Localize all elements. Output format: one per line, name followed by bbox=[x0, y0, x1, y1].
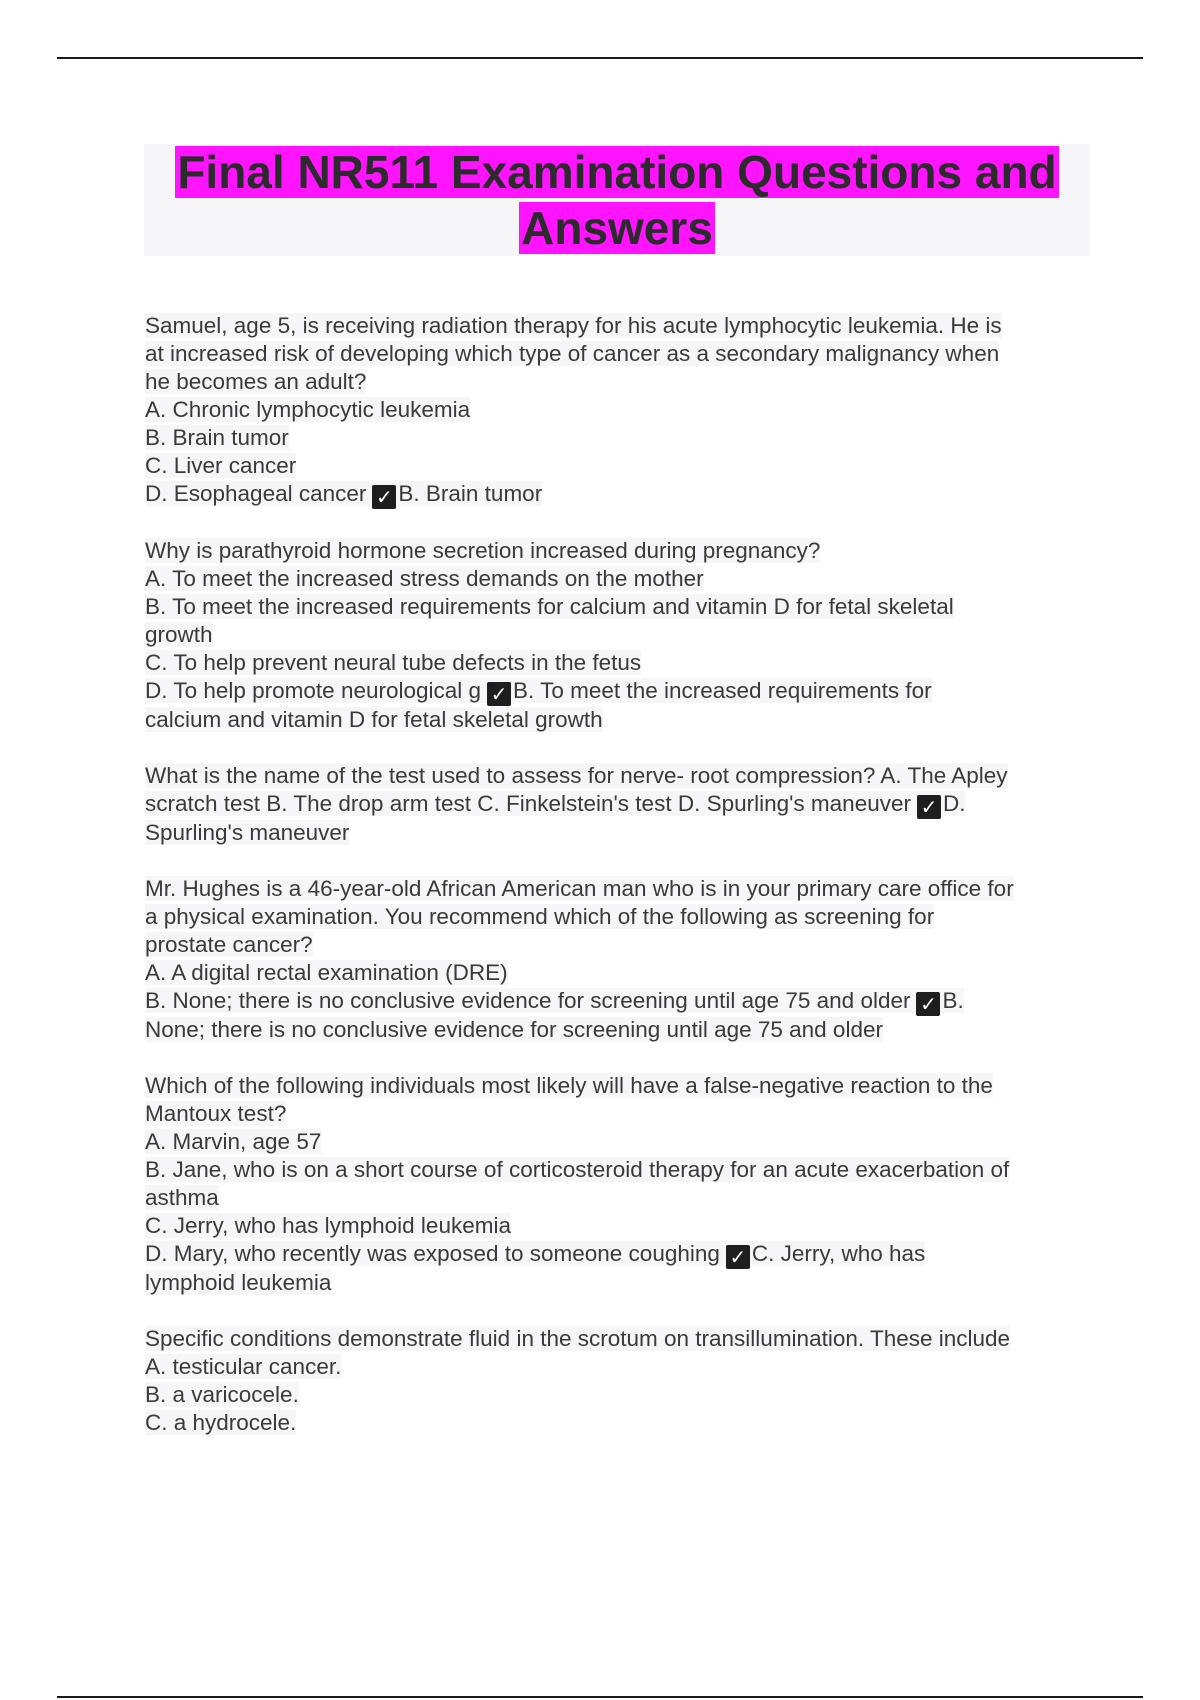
answer-option: A. A digital rectal examination (DRE) bbox=[145, 960, 508, 985]
check-mark-icon: ✓ bbox=[917, 795, 941, 819]
question-stem-line: Samuel, age 5, is receiving radiation therapy for his acute lymphocytic leukemia. He is bbox=[145, 313, 1002, 338]
question-5 bbox=[145, 1072, 1095, 1297]
bottom-rule bbox=[57, 1696, 1143, 1698]
correct-answer-continued: calcium and vitamin D for fetal skeletal growth bbox=[145, 707, 603, 732]
correct-answer: B. To meet the increased requirements for bbox=[513, 678, 932, 703]
title-block bbox=[144, 144, 1090, 256]
top-rule bbox=[57, 57, 1143, 59]
check-mark-icon: ✓ bbox=[372, 485, 396, 509]
question-1 bbox=[145, 312, 1095, 509]
question-6 bbox=[145, 1325, 1095, 1437]
question-stem-line: he becomes an adult? bbox=[145, 369, 367, 394]
answer-option: scratch test B. The drop arm test C. Finkelstein's test D. Spurling's maneuver bbox=[145, 791, 911, 816]
question-stem-line: at increased risk of developing which type of cancer as a secondary malignancy when bbox=[145, 341, 1000, 366]
check-mark-icon: ✓ bbox=[726, 1245, 750, 1269]
question-stem-line: Specific conditions demonstrate fluid in the scrotum on transillumination. These include bbox=[145, 1326, 1011, 1351]
question-stem-line: Mantoux test? bbox=[145, 1101, 287, 1126]
correct-answer: C. Jerry, who has bbox=[751, 1241, 926, 1266]
correct-answer-continued: Spurling's maneuver bbox=[145, 820, 350, 845]
answer-option: B. To meet the increased requirements for calcium and vitamin D for fetal skeletal bbox=[145, 594, 954, 619]
answer-option: C. a hydrocele. bbox=[145, 1410, 297, 1435]
answer-option: A. To meet the increased stress demands on the mother bbox=[145, 566, 704, 591]
question-stem-line: a physical examination. You recommend which of the following as screening for bbox=[145, 904, 935, 929]
answer-option: B. Jane, who is on a short course of corticosteroid therapy for an acute exacerbation of bbox=[145, 1157, 1010, 1182]
title-line-2: Answers bbox=[521, 202, 713, 254]
check-mark-icon: ✓ bbox=[487, 682, 511, 706]
answer-option: asthma bbox=[145, 1185, 219, 1210]
question-stem-line: Which of the following individuals most likely will have a false-negative reaction to the bbox=[145, 1073, 993, 1098]
question-stem-line: Mr. Hughes is a 46-year-old African American man who is in your primary care office for bbox=[145, 876, 1014, 901]
answer-option: B. a varicocele. bbox=[145, 1382, 299, 1407]
question-stem-line: prostate cancer? bbox=[145, 932, 313, 957]
correct-answer: D. bbox=[942, 791, 966, 816]
question-3 bbox=[145, 762, 1095, 847]
correct-answer-continued: lymphoid leukemia bbox=[145, 1270, 332, 1295]
answer-option: A. testicular cancer. bbox=[145, 1354, 342, 1379]
question-4 bbox=[145, 875, 1095, 1044]
correct-answer: B. Brain tumor bbox=[398, 481, 543, 506]
answer-option: B. None; there is no conclusive evidence for screening until age 75 and older bbox=[145, 988, 911, 1013]
question-stem-line: What is the name of the test used to assess for nerve- root compression? A. The Apley bbox=[145, 763, 1008, 788]
answer-option: A. Marvin, age 57 bbox=[145, 1129, 322, 1154]
question-stem-line: Why is parathyroid hormone secretion increased during pregnancy? bbox=[145, 538, 821, 563]
answer-option: B. Brain tumor bbox=[145, 425, 289, 450]
page-title bbox=[144, 144, 1090, 256]
title-line-1: Final NR511 Examination Questions and bbox=[177, 146, 1057, 198]
answer-option: D. To help promote neurological g bbox=[145, 678, 482, 703]
check-mark-icon: ✓ bbox=[916, 992, 940, 1016]
correct-answer-continued: None; there is no conclusive evidence for screening until age 75 and older bbox=[145, 1017, 883, 1042]
answer-option: D. Mary, who recently was exposed to someone coughing bbox=[145, 1241, 720, 1266]
question-list bbox=[145, 312, 1095, 1465]
correct-answer: B. bbox=[942, 988, 964, 1013]
answer-option: growth bbox=[145, 622, 213, 647]
answer-option: A. Chronic lymphocytic leukemia bbox=[145, 397, 471, 422]
answer-option: C. Liver cancer bbox=[145, 453, 297, 478]
question-2 bbox=[145, 537, 1095, 734]
answer-option: C. Jerry, who has lymphoid leukemia bbox=[145, 1213, 511, 1238]
answer-option: D. Esophageal cancer bbox=[145, 481, 367, 506]
answer-option: C. To help prevent neural tube defects in the fetus bbox=[145, 650, 642, 675]
